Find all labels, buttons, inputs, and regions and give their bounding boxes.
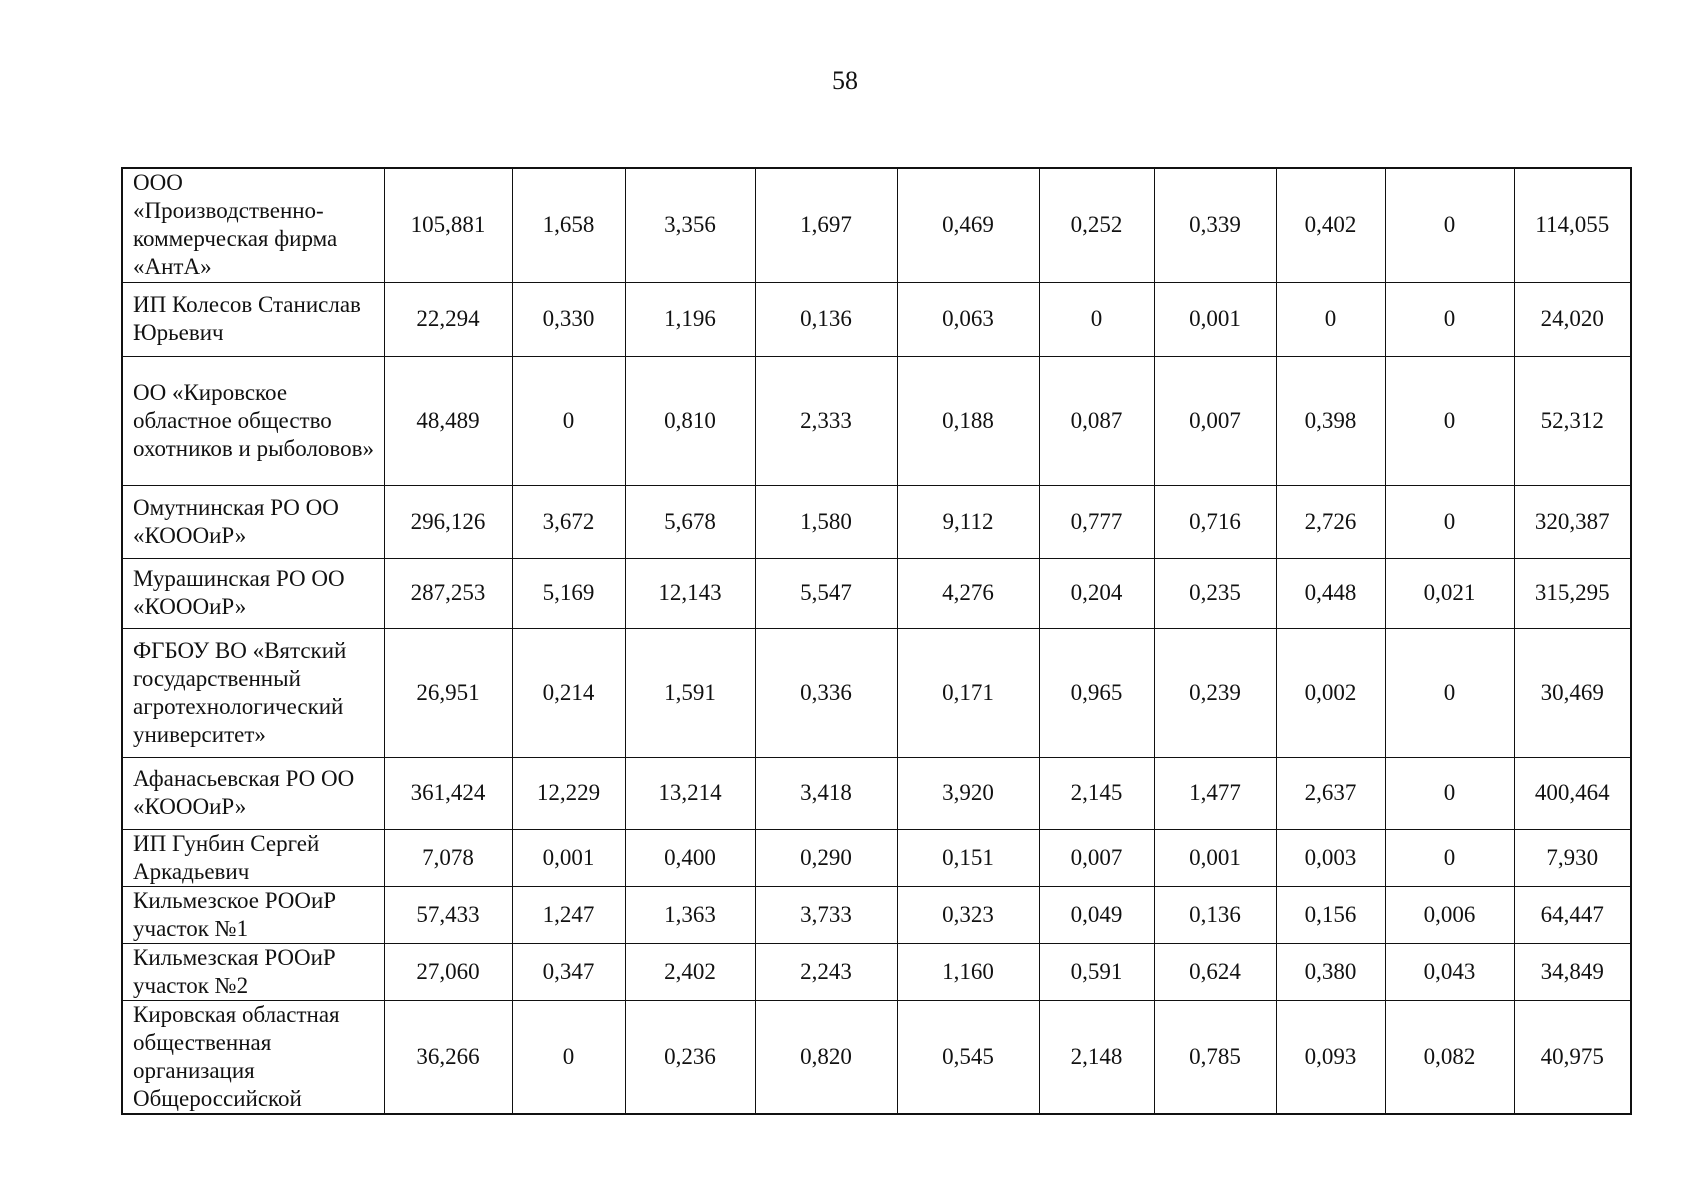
value-cell: 1,196 — [625, 282, 755, 356]
value-cell: 0,716 — [1154, 485, 1276, 558]
organization-name-cell: Кильмезское РООиР участок №1 — [122, 886, 384, 943]
total-cell: 52,312 — [1514, 356, 1631, 485]
value-cell: 0,330 — [512, 282, 625, 356]
total-cell: 30,469 — [1514, 628, 1631, 757]
value-cell: 3,356 — [625, 168, 755, 282]
value-cell: 2,726 — [1276, 485, 1385, 558]
value-cell: 0,777 — [1039, 485, 1154, 558]
value-cell: 22,294 — [384, 282, 512, 356]
value-cell: 2,402 — [625, 943, 755, 1000]
value-cell: 1,697 — [755, 168, 897, 282]
value-cell: 0,965 — [1039, 628, 1154, 757]
value-cell: 0,049 — [1039, 886, 1154, 943]
value-cell: 0,001 — [1154, 282, 1276, 356]
value-cell: 12,143 — [625, 558, 755, 628]
value-cell: 1,658 — [512, 168, 625, 282]
value-cell: 0,021 — [1385, 558, 1514, 628]
value-cell: 0 — [1385, 168, 1514, 282]
value-cell: 0,336 — [755, 628, 897, 757]
value-cell: 0,136 — [755, 282, 897, 356]
value-cell: 0,003 — [1276, 829, 1385, 886]
value-cell: 296,126 — [384, 485, 512, 558]
organization-name-cell: ИП Гунбин Сергей Аркадьевич — [122, 829, 384, 886]
organization-name-cell: Кильмезская РООиР участок №2 — [122, 943, 384, 1000]
value-cell: 0 — [512, 1000, 625, 1114]
value-cell: 0 — [1385, 829, 1514, 886]
value-cell: 0,001 — [1154, 829, 1276, 886]
value-cell: 0,448 — [1276, 558, 1385, 628]
value-cell: 3,733 — [755, 886, 897, 943]
value-cell: 0,001 — [512, 829, 625, 886]
table-row — [122, 757, 1631, 829]
organization-name-cell: ФГБОУ ВО «Вятский государственный агротехнологический университет» — [122, 628, 384, 757]
total-cell: 7,930 — [1514, 829, 1631, 886]
value-cell: 0,402 — [1276, 168, 1385, 282]
value-cell: 0,188 — [897, 356, 1039, 485]
value-cell: 0,810 — [625, 356, 755, 485]
value-cell: 0,204 — [1039, 558, 1154, 628]
table-row — [122, 1000, 1631, 1114]
value-cell: 7,078 — [384, 829, 512, 886]
value-cell: 48,489 — [384, 356, 512, 485]
table-row — [122, 886, 1631, 943]
value-cell: 0,087 — [1039, 356, 1154, 485]
value-cell: 1,580 — [755, 485, 897, 558]
value-cell: 0,063 — [897, 282, 1039, 356]
value-cell: 3,920 — [897, 757, 1039, 829]
total-cell: 400,464 — [1514, 757, 1631, 829]
table-row — [122, 829, 1631, 886]
value-cell: 0,290 — [755, 829, 897, 886]
value-cell: 0,820 — [755, 1000, 897, 1114]
value-cell: 13,214 — [625, 757, 755, 829]
value-cell: 361,424 — [384, 757, 512, 829]
table-row — [122, 485, 1631, 558]
value-cell: 0,007 — [1154, 356, 1276, 485]
organization-name-cell: Кировская областная общественная организация Общероссийской — [122, 1000, 384, 1114]
value-cell: 0 — [1385, 757, 1514, 829]
value-cell: 2,243 — [755, 943, 897, 1000]
value-cell: 4,276 — [897, 558, 1039, 628]
value-cell: 2,148 — [1039, 1000, 1154, 1114]
value-cell: 27,060 — [384, 943, 512, 1000]
value-cell: 105,881 — [384, 168, 512, 282]
table-row — [122, 356, 1631, 485]
total-cell: 40,975 — [1514, 1000, 1631, 1114]
value-cell: 0,006 — [1385, 886, 1514, 943]
value-cell: 2,637 — [1276, 757, 1385, 829]
value-cell: 5,547 — [755, 558, 897, 628]
organization-name-cell: Омутнинская РО ОО «КОООиР» — [122, 485, 384, 558]
organization-name-cell: Афанасьевская РО ОО «КОООиР» — [122, 757, 384, 829]
value-cell: 0 — [512, 356, 625, 485]
value-cell: 0,339 — [1154, 168, 1276, 282]
total-cell: 34,849 — [1514, 943, 1631, 1000]
table-row — [122, 558, 1631, 628]
table-row — [122, 943, 1631, 1000]
value-cell: 36,266 — [384, 1000, 512, 1114]
data-table — [121, 167, 1632, 1115]
value-cell: 2,333 — [755, 356, 897, 485]
total-cell: 320,387 — [1514, 485, 1631, 558]
value-cell: 0 — [1385, 282, 1514, 356]
value-cell: 0,136 — [1154, 886, 1276, 943]
value-cell: 287,253 — [384, 558, 512, 628]
total-cell: 24,020 — [1514, 282, 1631, 356]
value-cell: 0 — [1039, 282, 1154, 356]
value-cell: 0,007 — [1039, 829, 1154, 886]
value-cell: 0,214 — [512, 628, 625, 757]
value-cell: 26,951 — [384, 628, 512, 757]
value-cell: 0,239 — [1154, 628, 1276, 757]
value-cell: 0,591 — [1039, 943, 1154, 1000]
value-cell: 0,252 — [1039, 168, 1154, 282]
value-cell: 0,624 — [1154, 943, 1276, 1000]
value-cell: 0,082 — [1385, 1000, 1514, 1114]
organization-name-cell: ООО «Производственно-коммерческая фирма «АнтА» — [122, 168, 384, 282]
value-cell: 0,156 — [1276, 886, 1385, 943]
value-cell: 0,002 — [1276, 628, 1385, 757]
value-cell: 1,363 — [625, 886, 755, 943]
value-cell: 0,151 — [897, 829, 1039, 886]
value-cell: 5,678 — [625, 485, 755, 558]
total-cell: 64,447 — [1514, 886, 1631, 943]
value-cell: 57,433 — [384, 886, 512, 943]
value-cell: 0,545 — [897, 1000, 1039, 1114]
table-row — [122, 282, 1631, 356]
value-cell: 1,160 — [897, 943, 1039, 1000]
value-cell: 0,347 — [512, 943, 625, 1000]
value-cell: 5,169 — [512, 558, 625, 628]
value-cell: 0,469 — [897, 168, 1039, 282]
value-cell: 1,247 — [512, 886, 625, 943]
value-cell: 0,171 — [897, 628, 1039, 757]
value-cell: 0,093 — [1276, 1000, 1385, 1114]
value-cell: 1,477 — [1154, 757, 1276, 829]
value-cell: 1,591 — [625, 628, 755, 757]
organization-name-cell: ИП Колесов Станислав Юрьевич — [122, 282, 384, 356]
value-cell: 0,400 — [625, 829, 755, 886]
total-cell: 315,295 — [1514, 558, 1631, 628]
value-cell: 0 — [1385, 628, 1514, 757]
value-cell: 0,043 — [1385, 943, 1514, 1000]
page-number: 58 — [832, 66, 858, 95]
value-cell: 0 — [1385, 485, 1514, 558]
value-cell: 0,323 — [897, 886, 1039, 943]
value-cell: 0,380 — [1276, 943, 1385, 1000]
table-row — [122, 168, 1631, 282]
value-cell: 3,672 — [512, 485, 625, 558]
value-cell: 9,112 — [897, 485, 1039, 558]
organization-name-cell: ОО «Кировское областное общество охотников и рыболовов» — [122, 356, 384, 485]
value-cell: 0,235 — [1154, 558, 1276, 628]
value-cell: 12,229 — [512, 757, 625, 829]
value-cell: 0,236 — [625, 1000, 755, 1114]
organization-name-cell: Мурашинская РО ОО «КОООиР» — [122, 558, 384, 628]
value-cell: 0,785 — [1154, 1000, 1276, 1114]
value-cell: 0 — [1276, 282, 1385, 356]
table-row — [122, 628, 1631, 757]
value-cell: 0,398 — [1276, 356, 1385, 485]
value-cell: 3,418 — [755, 757, 897, 829]
value-cell: 0 — [1385, 356, 1514, 485]
total-cell: 114,055 — [1514, 168, 1631, 282]
value-cell: 2,145 — [1039, 757, 1154, 829]
